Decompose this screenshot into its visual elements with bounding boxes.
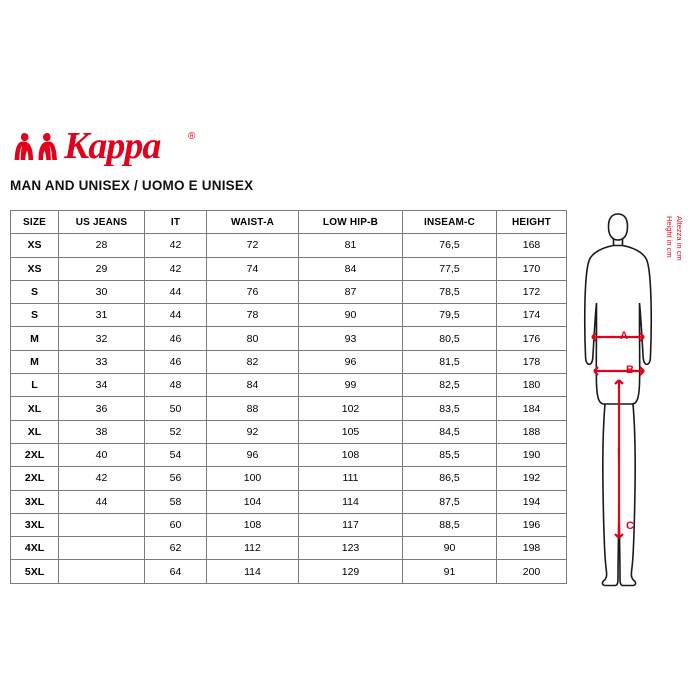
cell-waist: 114 <box>207 560 299 583</box>
table-row <box>11 490 567 513</box>
cell-waist: 74 <box>207 257 299 280</box>
cell-inseam: 91 <box>403 560 497 583</box>
marker-inseam-c: C <box>626 520 634 532</box>
cell-waist: 112 <box>207 537 299 560</box>
cell-size: XL <box>11 397 59 420</box>
marker-waist-a: A <box>620 330 628 342</box>
cell-it: 54 <box>145 443 207 466</box>
cell-low-hip: 84 <box>299 257 403 280</box>
cell-size: 3XL <box>11 490 59 513</box>
table-row <box>11 327 567 350</box>
cell-size: 3XL <box>11 513 59 536</box>
size-table <box>10 210 567 584</box>
column-header-waist-a: WAIST-A <box>207 211 299 234</box>
cell-us-jeans: 38 <box>59 420 145 443</box>
cell-size: XS <box>11 257 59 280</box>
table-row <box>11 234 567 257</box>
column-header-low-hip-b: LOW HIP-B <box>299 211 403 234</box>
cell-height: 188 <box>497 420 567 443</box>
cell-us-jeans <box>59 560 145 583</box>
height-axis-label <box>666 214 688 304</box>
cell-low-hip: 117 <box>299 513 403 536</box>
cell-it: 62 <box>145 537 207 560</box>
cell-waist: 108 <box>207 513 299 536</box>
cell-us-jeans: 29 <box>59 257 145 280</box>
cell-inseam: 77,5 <box>403 257 497 280</box>
cell-inseam: 80,5 <box>403 327 497 350</box>
cell-low-hip: 96 <box>299 350 403 373</box>
cell-height: 196 <box>497 513 567 536</box>
cell-waist: 100 <box>207 467 299 490</box>
cell-inseam: 83,5 <box>403 397 497 420</box>
cell-it: 44 <box>145 280 207 303</box>
cell-it: 60 <box>145 513 207 536</box>
cell-waist: 84 <box>207 374 299 397</box>
height-label-it: Altezza in cm <box>675 216 684 261</box>
cell-us-jeans <box>59 537 145 560</box>
cell-us-jeans: 31 <box>59 304 145 327</box>
cell-us-jeans: 30 <box>59 280 145 303</box>
table-row <box>11 467 567 490</box>
cell-waist: 78 <box>207 304 299 327</box>
column-header-size: SIZE <box>11 211 59 234</box>
table-row <box>11 350 567 373</box>
cell-inseam: 81,5 <box>403 350 497 373</box>
table-row <box>11 513 567 536</box>
cell-low-hip: 111 <box>299 467 403 490</box>
registered-mark: ® <box>188 131 196 142</box>
cell-inseam: 90 <box>403 537 497 560</box>
cell-height: 170 <box>497 257 567 280</box>
cell-height: 174 <box>497 304 567 327</box>
cell-us-jeans: 40 <box>59 443 145 466</box>
column-header-height: HEIGHT <box>497 211 567 234</box>
height-label-en: Height in cm <box>665 216 674 258</box>
cell-height: 198 <box>497 537 567 560</box>
cell-low-hip: 123 <box>299 537 403 560</box>
table-row <box>11 420 567 443</box>
cell-low-hip: 87 <box>299 280 403 303</box>
cell-low-hip: 102 <box>299 397 403 420</box>
cell-height: 194 <box>497 490 567 513</box>
cell-us-jeans: 42 <box>59 467 145 490</box>
cell-height: 168 <box>497 234 567 257</box>
cell-it: 42 <box>145 257 207 280</box>
cell-low-hip: 129 <box>299 560 403 583</box>
cell-waist: 88 <box>207 397 299 420</box>
table-row <box>11 374 567 397</box>
cell-size: 5XL <box>11 560 59 583</box>
column-header-us-jeans: US JEANS <box>59 211 145 234</box>
cell-low-hip: 105 <box>299 420 403 443</box>
cell-waist: 80 <box>207 327 299 350</box>
cell-it: 56 <box>145 467 207 490</box>
cell-us-jeans: 34 <box>59 374 145 397</box>
cell-height: 180 <box>497 374 567 397</box>
cell-us-jeans: 32 <box>59 327 145 350</box>
cell-inseam: 82,5 <box>403 374 497 397</box>
cell-height: 192 <box>497 467 567 490</box>
cell-low-hip: 93 <box>299 327 403 350</box>
cell-height: 184 <box>497 397 567 420</box>
cell-inseam: 87,5 <box>403 490 497 513</box>
cell-it: 48 <box>145 374 207 397</box>
cell-it: 64 <box>145 560 207 583</box>
cell-waist: 96 <box>207 443 299 466</box>
table-header-row <box>11 211 567 234</box>
cell-inseam: 86,5 <box>403 467 497 490</box>
cell-inseam: 78,5 <box>403 280 497 303</box>
table-row <box>11 304 567 327</box>
column-header-inseam-c: INSEAM-C <box>403 211 497 234</box>
cell-size: XL <box>11 420 59 443</box>
cell-height: 178 <box>497 350 567 373</box>
cell-it: 50 <box>145 397 207 420</box>
table-row <box>11 443 567 466</box>
table-row <box>11 280 567 303</box>
cell-inseam: 79,5 <box>403 304 497 327</box>
cell-size: XS <box>11 234 59 257</box>
brand-name: Kappa <box>64 125 161 167</box>
cell-size: S <box>11 304 59 327</box>
cell-size: M <box>11 350 59 373</box>
cell-height: 190 <box>497 443 567 466</box>
cell-low-hip: 99 <box>299 374 403 397</box>
cell-it: 46 <box>145 327 207 350</box>
cell-size: S <box>11 280 59 303</box>
cell-inseam: 76,5 <box>403 234 497 257</box>
cell-waist: 82 <box>207 350 299 373</box>
cell-us-jeans: 44 <box>59 490 145 513</box>
table-row <box>11 257 567 280</box>
cell-waist: 72 <box>207 234 299 257</box>
cell-inseam: 84,5 <box>403 420 497 443</box>
cell-it: 42 <box>145 234 207 257</box>
cell-height: 176 <box>497 327 567 350</box>
column-header-it: IT <box>145 211 207 234</box>
cell-us-jeans: 36 <box>59 397 145 420</box>
cell-low-hip: 90 <box>299 304 403 327</box>
cell-height: 200 <box>497 560 567 583</box>
table-row <box>11 537 567 560</box>
cell-inseam: 88,5 <box>403 513 497 536</box>
cell-height: 172 <box>497 280 567 303</box>
cell-it: 44 <box>145 304 207 327</box>
cell-us-jeans: 28 <box>59 234 145 257</box>
cell-size: L <box>11 374 59 397</box>
marker-low-hip-b: B <box>626 364 634 376</box>
cell-it: 58 <box>145 490 207 513</box>
cell-waist: 76 <box>207 280 299 303</box>
cell-size: 2XL <box>11 443 59 466</box>
cell-waist: 92 <box>207 420 299 443</box>
cell-low-hip: 81 <box>299 234 403 257</box>
cell-size: M <box>11 327 59 350</box>
cell-inseam: 85,5 <box>403 443 497 466</box>
brand-logo <box>10 125 270 169</box>
cell-size: 2XL <box>11 467 59 490</box>
cell-size: 4XL <box>11 537 59 560</box>
cell-low-hip: 114 <box>299 490 403 513</box>
page-title: MAN AND UNISEX / UOMO E UNISEX <box>10 178 254 193</box>
cell-low-hip: 108 <box>299 443 403 466</box>
cell-it: 52 <box>145 420 207 443</box>
cell-us-jeans <box>59 513 145 536</box>
cell-us-jeans: 33 <box>59 350 145 373</box>
table-row <box>11 397 567 420</box>
cell-it: 46 <box>145 350 207 373</box>
kappa-omini-logo-icon <box>10 127 62 165</box>
cell-waist: 104 <box>207 490 299 513</box>
table-row <box>11 560 567 583</box>
measurement-figure <box>572 208 690 598</box>
